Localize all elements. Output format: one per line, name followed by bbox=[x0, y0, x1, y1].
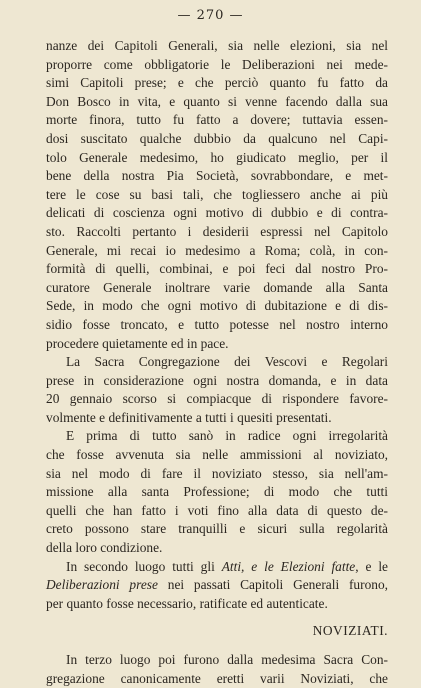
text-fragment: , e le bbox=[355, 558, 388, 574]
text-line: La Sacra Congregazione dei Vescovi e Regolari bbox=[66, 354, 388, 370]
text-line: sto. Raccolti pertanto i desiderii espressi nel Capitolo bbox=[46, 223, 388, 239]
text-line: della loro condizione. bbox=[46, 540, 163, 556]
text-line: curatore Generale inoltrare varie domande alla Santa bbox=[46, 279, 388, 295]
text-line: simi Capitoli prese; e che perciò quanto fu fatto da bbox=[46, 75, 388, 91]
text-line: tolo Generale medesimo, ho giudicato meglio, per il bbox=[46, 149, 388, 165]
text-line: Don Bosco in vita, e quanto si venne facendo dalla sua bbox=[46, 93, 388, 109]
text-line: volmente e definitivamente a tutti i quesiti presentati. bbox=[46, 409, 332, 425]
text-line: nanze dei Capitoli Generali, sia nelle elezioni, sia nel bbox=[46, 38, 388, 53]
italic-phrase-atti: Atti, e le Elezioni fatte bbox=[221, 558, 356, 574]
text-line: Generale, mi recai io medesimo a Roma; colà, in con- bbox=[46, 242, 388, 258]
text-line: 20 gennaio scorso si compiacque di rispondere favore- bbox=[46, 391, 388, 407]
text-line: In terzo luogo poi furono dalla medesima Sacra Con- bbox=[66, 652, 388, 667]
italic-phrase-deliberazioni: Deliberazioni prese bbox=[46, 577, 158, 593]
section-heading: NOVIZIATI. bbox=[312, 623, 388, 639]
text-line: sia nel modo di fare il noviziato stesso, sia nell'am- bbox=[46, 465, 388, 481]
text-line: proporre come obbligatorie le Deliberazioni nei mede- bbox=[46, 56, 388, 72]
text-line: tere le cose su basi tali, che togliessero anche ai più bbox=[46, 186, 388, 202]
text-line: Sede, in modo che ogni motivo di dubitazione e di dis- bbox=[46, 298, 388, 314]
page-number: — 270 — bbox=[177, 8, 244, 23]
text-line: bene della nostra Pia Società, sovrabbondare, e met- bbox=[46, 168, 388, 184]
text-line: prese in considerazione ogni nostra domanda, e in data bbox=[46, 372, 388, 388]
text-line: quelli che han fatto i voti fino alla data di questo de- bbox=[46, 502, 388, 518]
text-fragment: In secondo luogo tutti gli bbox=[66, 558, 222, 574]
text-line: sidio fosse troncato, e tutto potesse nel nostro interno bbox=[46, 316, 388, 332]
text-line-with-italic bbox=[46, 558, 388, 577]
text-line-with-italic bbox=[46, 576, 388, 595]
text-line: che fosse avvenuta sia nelle ammissioni al noviziato, bbox=[46, 447, 388, 463]
text-fragment: nei passati Capitoli Generali furono, bbox=[157, 577, 388, 593]
text-line: E prima di tutto sanò in radice ogni irregolarità bbox=[66, 428, 388, 444]
text-line: formità di quelli, combinai, e poi feci dal nostro Pro- bbox=[46, 261, 388, 277]
text-line: dosi suscitato qualche dubbio da qualcuno nel Capi- bbox=[46, 130, 388, 146]
text-line: gregazione canonicamente eretti varii Noviziati, che bbox=[46, 670, 388, 686]
text-line: morte finora, tutto fu fatto a dovere; tuttavia essen- bbox=[46, 112, 388, 128]
text-line: per quanto fosse necessario, ratificate ed autenticate. bbox=[46, 595, 328, 611]
text-line: procedere quietamente ed in pace. bbox=[46, 335, 229, 351]
text-line: creto possono stare tranquilli e sicuri sulla regolarità bbox=[46, 521, 388, 537]
text-line: missione alla santa Professione; di modo che tutti bbox=[46, 484, 388, 500]
text-line: delicati di coscienza ogni motivo di dubbio e di contra- bbox=[46, 205, 388, 221]
body-text bbox=[46, 37, 388, 688]
